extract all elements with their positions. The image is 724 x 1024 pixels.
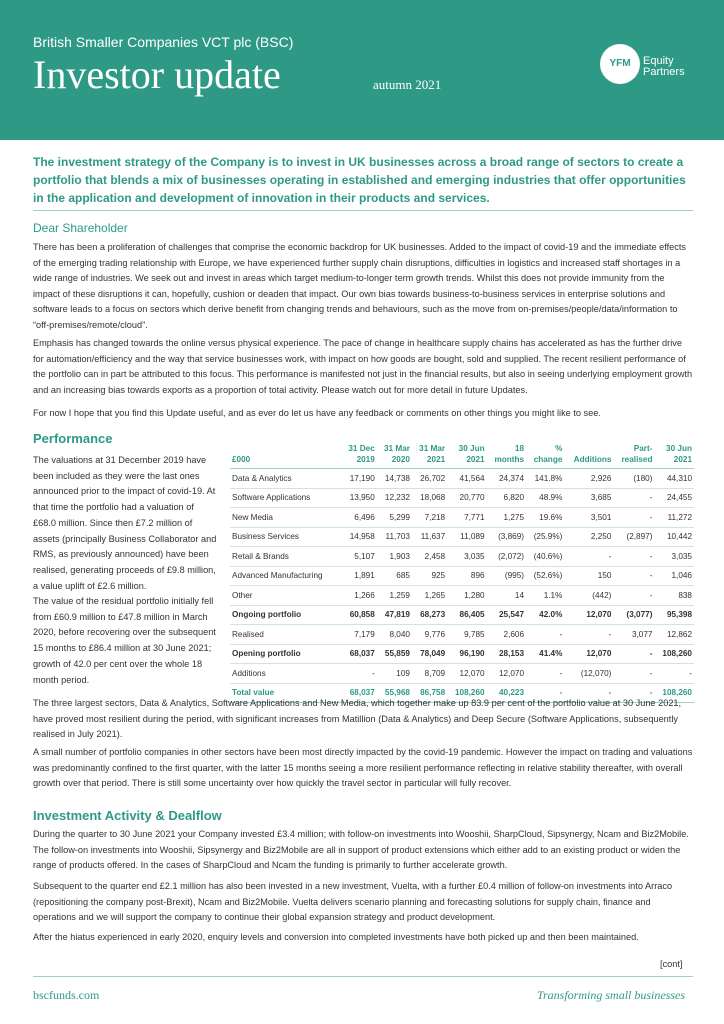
table-cell: 1,046 bbox=[654, 566, 694, 586]
row-label: Other bbox=[230, 586, 341, 606]
footer-tagline: Transforming small businesses bbox=[537, 988, 686, 1002]
table-cell: 41,564 bbox=[447, 469, 486, 489]
table-cell: 68,037 bbox=[341, 644, 377, 664]
row-label: Total value bbox=[230, 683, 341, 703]
table-cell: - bbox=[613, 488, 654, 508]
table-cell: 2,250 bbox=[564, 527, 613, 547]
table-cell: - bbox=[613, 683, 654, 703]
continued-marker: [cont] bbox=[660, 959, 683, 969]
table-cell: 12,070 bbox=[447, 664, 486, 684]
table-cell: 96,190 bbox=[447, 644, 486, 664]
investment-heading: Investment Activity & Dealflow bbox=[33, 808, 222, 823]
table-cell: 2,458 bbox=[412, 547, 447, 567]
table-cell: 2,606 bbox=[487, 625, 526, 645]
table-cell: - bbox=[564, 683, 613, 703]
table-cell: 47,819 bbox=[377, 605, 412, 625]
column-header: £000 bbox=[230, 440, 341, 469]
table-cell: - bbox=[654, 664, 694, 684]
table-row bbox=[230, 566, 694, 586]
table-cell: 86,758 bbox=[412, 683, 447, 703]
table-cell: (3,869) bbox=[487, 527, 526, 547]
company-name: British Smaller Companies VCT plc (BSC) bbox=[33, 34, 294, 50]
table-cell: 60,858 bbox=[341, 605, 377, 625]
table-body bbox=[230, 469, 694, 703]
table-cell: 26,702 bbox=[412, 469, 447, 489]
row-label: Data & Analytics bbox=[230, 469, 341, 489]
table-cell: 48.9% bbox=[526, 488, 564, 508]
table-cell: 18,068 bbox=[412, 488, 447, 508]
table-cell: (12,070) bbox=[564, 664, 613, 684]
table-cell: 17,190 bbox=[341, 469, 377, 489]
table-cell: (52.6%) bbox=[526, 566, 564, 586]
table-cell: 3,035 bbox=[447, 547, 486, 567]
table-cell: 14,738 bbox=[377, 469, 412, 489]
performance-paragraph-3: The three largest sectors, Data & Analytics, Software Applications and New Media, which together make up 83.9 per cent of the portfolio value at 30 June 2021, have proved most resilient during the period, with significant increases from Matillion (Data & Analytics) and Deep Secure (Software Applications, subsequently realised in July 2021). bbox=[33, 698, 682, 739]
table-cell: 3,685 bbox=[564, 488, 613, 508]
table-cell: 68,273 bbox=[412, 605, 447, 625]
table-cell: 11,089 bbox=[447, 527, 486, 547]
row-label: Realised bbox=[230, 625, 341, 645]
table-row bbox=[230, 664, 694, 684]
table-cell: 55,968 bbox=[377, 683, 412, 703]
row-label: Software Applications bbox=[230, 488, 341, 508]
logo-text-line1: Equity bbox=[643, 55, 674, 67]
table-cell: - bbox=[341, 664, 377, 684]
table-cell: 3,035 bbox=[654, 547, 694, 567]
table-cell: 7,218 bbox=[412, 508, 447, 528]
table-cell: (3,077) bbox=[613, 605, 654, 625]
page-title: Investor update bbox=[33, 52, 281, 97]
table-cell: 14,958 bbox=[341, 527, 377, 547]
table-cell: - bbox=[613, 508, 654, 528]
table-cell: - bbox=[613, 566, 654, 586]
column-header: 31 Dec 2019 bbox=[341, 440, 377, 469]
table-row bbox=[230, 547, 694, 567]
table-cell: 685 bbox=[377, 566, 412, 586]
intro-statement: The investment strategy of the Company is to invest in UK businesses across a broad range of sectors to create a portfolio that blends a mix of businesses operating in established and emerging industries that offer opportunities in the application and development of innovation in their products and services. bbox=[33, 155, 686, 205]
table-cell: 838 bbox=[654, 586, 694, 606]
table-cell: 86,405 bbox=[447, 605, 486, 625]
table-cell: 109 bbox=[377, 664, 412, 684]
table-cell: 150 bbox=[564, 566, 613, 586]
row-label: Ongoing portfolio bbox=[230, 605, 341, 625]
performance-paragraph-4: A small number of portfolio companies in other sectors have been most directly impacted by the covid-19 pandemic. However the impact on trading and valuations was predominantly confined to the first quarter, with the latter 15 months seeing a more resilient performance reflecting in relative stability thereafter, with overall growth over that period. There is still some uncertainty over how quickly the travel sector in particular will fully recover. bbox=[33, 747, 693, 788]
table-cell: 108,260 bbox=[654, 644, 694, 664]
table-cell: 10,442 bbox=[654, 527, 694, 547]
table-cell: (995) bbox=[487, 566, 526, 586]
column-header: % change bbox=[526, 440, 564, 469]
footer-divider bbox=[33, 976, 693, 977]
performance-paragraph-2: The value of the residual portfolio initially fell from £60.9 million to £47.8 million in March 2020, before recovering over the subsequent 15 months to £86.4 million at 30 June 2021; growth of 42.0 per cent over the whole 18 month period. bbox=[33, 596, 216, 685]
edition-label: autumn 2021 bbox=[373, 77, 442, 92]
performance-paragraph-1: The valuations at 31 December 2019 have been included as they were the last ones announced prior to the impact of covid-19. At that time the portfolio had a valuation of £68.0 million. Since then £7.2 million of assets (principally Business Collaborator and RMS, as previously announced) have been realised, generating proceeds of £9.8 million, a value uplift of £2.6 million. bbox=[33, 455, 217, 591]
table-row bbox=[230, 605, 694, 625]
row-label: Business Services bbox=[230, 527, 341, 547]
table-cell: - bbox=[613, 547, 654, 567]
column-header: 30 Jun 2021 bbox=[654, 440, 694, 469]
table-row bbox=[230, 644, 694, 664]
row-label: Advanced Manufacturing bbox=[230, 566, 341, 586]
table-cell: 141.8% bbox=[526, 469, 564, 489]
table-cell: 28,153 bbox=[487, 644, 526, 664]
table-cell: 42.0% bbox=[526, 605, 564, 625]
table-cell: 5,107 bbox=[341, 547, 377, 567]
table-cell: - bbox=[613, 664, 654, 684]
table-header-row bbox=[230, 440, 694, 469]
table-cell: 1,280 bbox=[447, 586, 486, 606]
table-cell: 40,223 bbox=[487, 683, 526, 703]
column-header: 31 Mar 2021 bbox=[412, 440, 447, 469]
table-cell: (25.9%) bbox=[526, 527, 564, 547]
table-cell: 2,926 bbox=[564, 469, 613, 489]
table-cell: 1,903 bbox=[377, 547, 412, 567]
yfm-logo-icon: YFM bbox=[600, 44, 640, 84]
table-cell: 24,374 bbox=[487, 469, 526, 489]
table-cell: (2,897) bbox=[613, 527, 654, 547]
investment-paragraph-1: During the quarter to 30 June 2021 your Company invested £3.4 million; with follow-on investments into Wooshii, SharpCloud, Sipsynergy, Ncam and Biz2Mobile. The follow-on investments into Wooshii, Sipsynergy and Biz2Mobile are all in support of product extensions which either add to an existing product or widen the range of products offered. In the cases of SharpCloud and Ncam the funding is primarily to further accelerate growth. bbox=[33, 829, 689, 870]
row-label: Opening portfolio bbox=[230, 644, 341, 664]
table-cell: 925 bbox=[412, 566, 447, 586]
column-header: Part- realised bbox=[613, 440, 654, 469]
table-cell: 9,776 bbox=[412, 625, 447, 645]
letter-paragraph-3: For now I hope that you find this Update useful, and as ever do let us have any feedback or comments on other things you might like to see. bbox=[33, 408, 601, 418]
table-cell: 1,266 bbox=[341, 586, 377, 606]
investment-paragraph-3: After the hiatus experienced in early 2020, enquiry levels and conversion into completed investments have both picked up and then been maintained. bbox=[33, 932, 639, 942]
table-cell: 14 bbox=[487, 586, 526, 606]
table-cell: 5,299 bbox=[377, 508, 412, 528]
table-cell: 3,077 bbox=[613, 625, 654, 645]
table-cell: 78,049 bbox=[412, 644, 447, 664]
table-row bbox=[230, 488, 694, 508]
table-cell: 12,070 bbox=[564, 605, 613, 625]
table-cell: 8,040 bbox=[377, 625, 412, 645]
valuation-table bbox=[230, 440, 694, 703]
table-row bbox=[230, 527, 694, 547]
table-cell: 41.4% bbox=[526, 644, 564, 664]
table-cell: 896 bbox=[447, 566, 486, 586]
table-cell: 25,547 bbox=[487, 605, 526, 625]
table-row bbox=[230, 625, 694, 645]
table-cell: 24,455 bbox=[654, 488, 694, 508]
table-cell: - bbox=[526, 664, 564, 684]
table-cell: 19.6% bbox=[526, 508, 564, 528]
logo-text-line2: Partners bbox=[643, 66, 685, 78]
table-cell: 44,310 bbox=[654, 469, 694, 489]
table-cell: 1,891 bbox=[341, 566, 377, 586]
table-cell: 95,398 bbox=[654, 605, 694, 625]
table-row bbox=[230, 508, 694, 528]
investment-paragraph-2: Subsequent to the quarter end £2.1 million has also been invested in a new investment, Vuelta, with a further £0.4 million of follow-on investments into Arraco (repositioning the company post-Brexit), Ncam and Biz2Mobile. Vuelta delivers scenario planning and forecasting solutions for supply chain, finance and operations and we will support the company to continue their global expansion strategy and product development. bbox=[33, 881, 673, 922]
table-cell: 11,272 bbox=[654, 508, 694, 528]
table-cell: 1,275 bbox=[487, 508, 526, 528]
table-cell: 1,265 bbox=[412, 586, 447, 606]
table-cell: 11,703 bbox=[377, 527, 412, 547]
table-cell: (2,072) bbox=[487, 547, 526, 567]
table-cell: - bbox=[526, 683, 564, 703]
table-row bbox=[230, 469, 694, 489]
table-cell: - bbox=[526, 625, 564, 645]
table-cell: 6,496 bbox=[341, 508, 377, 528]
row-label: New Media bbox=[230, 508, 341, 528]
table-cell: 7,179 bbox=[341, 625, 377, 645]
table-cell: - bbox=[564, 547, 613, 567]
table-cell: 8,709 bbox=[412, 664, 447, 684]
column-header: 30 Jun 2021 bbox=[447, 440, 486, 469]
footer-website[interactable]: bscfunds.com bbox=[33, 988, 100, 1002]
table-cell: 6,820 bbox=[487, 488, 526, 508]
table-cell: (442) bbox=[564, 586, 613, 606]
table-cell: - bbox=[613, 586, 654, 606]
table-cell: 13,950 bbox=[341, 488, 377, 508]
table-cell: 12,070 bbox=[487, 664, 526, 684]
table-cell: 11,637 bbox=[412, 527, 447, 547]
letter-paragraph-1: There has been a proliferation of challenges that comprise the economic backdrop for UK businesses. Added to the impact of covid-19 and the immediate effects of the emerging trading relationship with Europe, we have experienced further supply chain disruptions, difficulties in logistics and increased staff shortages in a wide range of industries. We seek out and invest in areas which target medium-to-longer term growth trends. Whilst this does not provide immunity from the impact of these disruptions it can, hopefully, cushion or deaden that impact. Our own bias towards business-to-business services in enterprise solutions and software leads to a focus on sectors which derive benefit from changing trends and behaviours, such as the move from on-premises/people/data/information to “off-premises/remote/cloud”. bbox=[33, 242, 687, 330]
letter-paragraph-2: Emphasis has changed towards the online versus physical experience. The pace of change in healthcare supply chains has accelerated as has the further drive for automation/efficiency and the way that service businesses work, with impact on how goods are bought, sold and supplied. The recent resilient performance of the portfolio can in part be attributed to this focus. This performance is manifested not just in the financial results, but also in seeing underlying employment growth and an increasing bias towards exports as a proportion of total activity. Please watch out for more detail in future Updates. bbox=[33, 338, 693, 395]
table-cell: 1.1% bbox=[526, 586, 564, 606]
table-cell: - bbox=[613, 644, 654, 664]
table-cell: 12,070 bbox=[564, 644, 613, 664]
table-cell: 12,232 bbox=[377, 488, 412, 508]
greeting: Dear Shareholder bbox=[33, 221, 128, 235]
table-cell: 12,862 bbox=[654, 625, 694, 645]
table-row bbox=[230, 586, 694, 606]
table-cell: 108,260 bbox=[654, 683, 694, 703]
column-header: 18 months bbox=[487, 440, 526, 469]
row-label: Additions bbox=[230, 664, 341, 684]
table-cell: (180) bbox=[613, 469, 654, 489]
table-cell: 7,771 bbox=[447, 508, 486, 528]
column-header: 31 Mar 2020 bbox=[377, 440, 412, 469]
performance-heading: Performance bbox=[33, 431, 113, 446]
table-cell: - bbox=[564, 625, 613, 645]
table-cell: (40.6%) bbox=[526, 547, 564, 567]
table-cell: 1,259 bbox=[377, 586, 412, 606]
table-cell: 9,785 bbox=[447, 625, 486, 645]
table-cell: 3,501 bbox=[564, 508, 613, 528]
divider bbox=[33, 210, 693, 211]
table-cell: 20,770 bbox=[447, 488, 486, 508]
column-header: Additions bbox=[564, 440, 613, 469]
row-label: Retail & Brands bbox=[230, 547, 341, 567]
table-cell: 68,037 bbox=[341, 683, 377, 703]
table-cell: 108,260 bbox=[447, 683, 486, 703]
table-cell: 55,859 bbox=[377, 644, 412, 664]
